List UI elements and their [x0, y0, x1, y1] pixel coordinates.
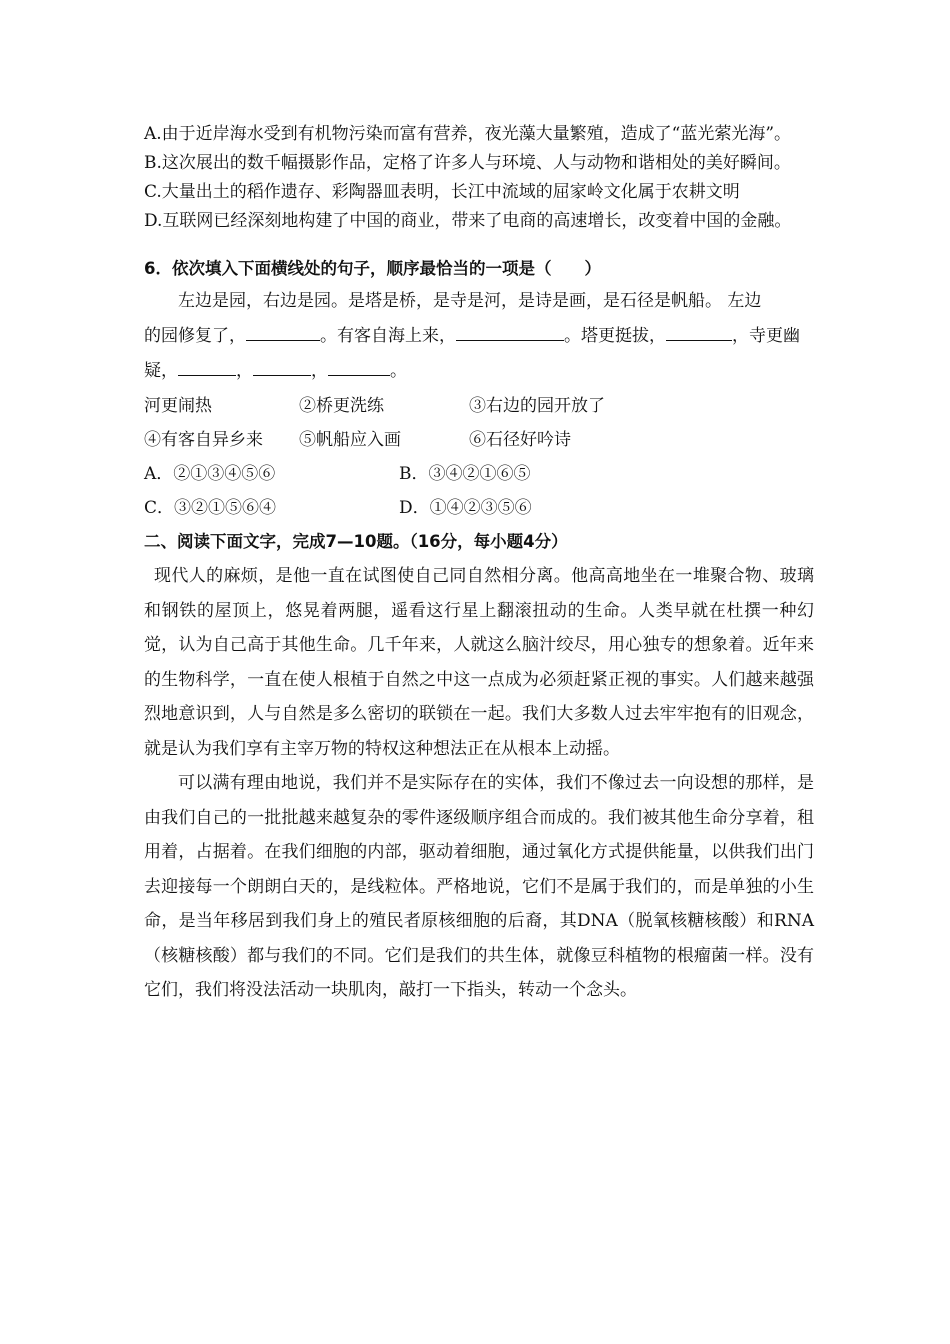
q6-choice-4: ④有客自异乡来	[144, 430, 263, 450]
q6-answer-b: B．③④②①⑥⑤	[399, 464, 531, 484]
q5-option-d: D.互联网已经深刻地构建了中国的商业，带来了电商的高速增长，改变着中国的金融。	[144, 211, 792, 231]
q6-choices-row2	[144, 423, 814, 457]
q6-passage-line1	[144, 284, 814, 319]
q6-line2-b: 。有客自海上来，	[320, 326, 456, 346]
q6-choice-3: ③右边的园开放了	[469, 396, 605, 416]
q6-line3-a: 疑，	[144, 361, 178, 381]
q6-blank-4	[178, 357, 236, 376]
q6-choice-5: ⑤帆船应入画	[299, 430, 401, 450]
section2-title: 二、阅读下面文字，完成7—10题。（16分，每小题4分）	[144, 532, 568, 551]
q6-blank-1	[246, 322, 320, 341]
q6-answer-a: A．②①③④⑤⑥	[144, 464, 276, 484]
q6-passage-line2	[144, 319, 814, 354]
q6-line3-sep2: ，	[311, 361, 328, 381]
q6-line2-c: 。塔更挺拔，	[564, 326, 666, 346]
q6-blank-3	[666, 322, 732, 341]
q6-line2-a: 的园修复了，	[144, 326, 246, 346]
q6-line3-end: 。	[390, 361, 407, 381]
q6-blank-5	[253, 357, 311, 376]
q6-passage-line3	[144, 354, 814, 389]
q6-choice-2: ②桥更洗练	[299, 396, 384, 416]
q6-answer-d: D．①④②③⑤⑥	[399, 498, 532, 518]
q6-choice-6: ⑥石径好吟诗	[469, 430, 571, 450]
q6-blank-2	[456, 322, 564, 341]
section2-paragraph-2: 可以满有理由地说，我们并不是实际存在的实体，我们不像过去一向设想的那样，是由我们自己的一批批越来越复杂的零件逐级顺序组合而成的。我们被其他生命分享着，租用着，占据着。在我们细胞的内部，驱动着细胞，通过氧化方式提供能量，以供我们出门去迎接每一个朗朗白天的，是线粒体。严格地说，它们不是属于我们的，而是单独的小生命，是当年移居到我们身上的殖民者原核细胞的后裔，其DNA（脱氧核糖核酸）和RNA（核糖核酸）都与我们的不同。它们是我们的共生体，就像豆科植物的根瘤菌一样。没有它们，我们将没法活动一块肌肉，敲打一下指头，转动一个念头。	[144, 773, 814, 1000]
section2-paragraph-1: 现代人的麻烦，是他一直在试图使自己同自然相分离。他高高地坐在一堆聚合物、玻璃和钢铁的屋顶上，悠晃着两腿，遥看这行星上翻滚扭动的生命。人类早就在杜撰一种幻觉，认为自己高于其他生命。几千年来，人就这么脑汁绞尽，用心独专的想象着。近年来的生物科学，一直在使人根植于自然之中这一点成为必须赶紧正视的事实。人们越来越强烈地意识到，人与自然是多么密切的联锁在一起。我们大多数人过去牢牢抱有的旧观念，就是认为我们享有主宰万物的特权这种想法正在从根本上动摇。	[144, 566, 814, 759]
q6-blank-6	[328, 357, 390, 376]
document-content	[144, 120, 814, 1008]
q6-answers-row2	[144, 491, 814, 525]
q6-line3-sep1: ，	[236, 361, 253, 381]
q6-line1-text: 左边是园，右边是园。是塔是桥，是寺是河，是诗是画，是石径是帆船。 左边	[178, 291, 762, 311]
q5-option-a: A.由于近岸海水受到有机物污染而富有营养，夜光藻大量繁殖，造成了“蓝光萦光海”。	[144, 124, 792, 144]
q6-answer-c: C．③②①⑤⑥④	[144, 498, 277, 518]
q6-answers-row1	[144, 457, 814, 491]
q5-option-b: B.这次展出的数千幅摄影作品，定格了许多人与环境、人与动物和谐相处的美好瞬间。	[144, 153, 791, 173]
q6-title: 6．依次填入下面横线处的句子，顺序最恰当的一项是（ ）	[144, 259, 601, 278]
q6-line2-d: ，寺更幽	[732, 326, 800, 346]
q6-choices-row1	[144, 389, 814, 423]
q6-choice-1: 河更闹热	[144, 396, 212, 416]
q5-option-c: C.大量出土的稻作遗存、彩陶器皿表明，长江中流域的屈家岭文化属于农耕文明	[144, 182, 740, 202]
